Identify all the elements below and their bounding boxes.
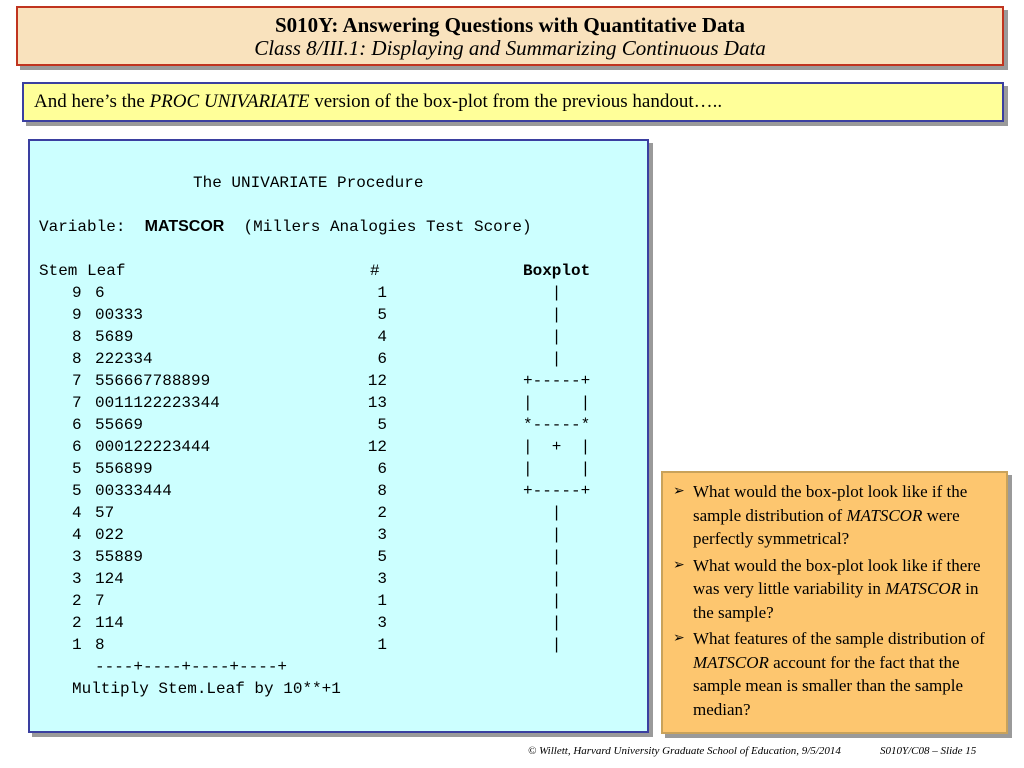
boxplot-segment: | + | [523,438,591,456]
intro-emphasis: PROC UNIVARIATE [149,91,310,112]
sas-output-box [28,139,649,733]
question-item [673,627,996,721]
boxplot-segment: | [523,306,562,324]
count-value: 6 [377,460,387,478]
stem-value: 4 [72,504,82,522]
question-item [673,480,996,551]
leaf-values: 7 [95,592,105,610]
count-value: 3 [377,570,387,588]
count-value: 5 [377,548,387,566]
footer-copyright: © Willett, Harvard University Graduate School of Education, 9/5/2014 [528,745,841,757]
boxplot-segment: | [523,504,562,522]
column-stem-leaf-header: Stem Leaf [39,262,126,280]
count-value: 4 [377,328,387,346]
question-text: What features of the sample distribution of [693,629,985,648]
boxplot-segment: *-----* [523,416,591,434]
arrow-bullet-icon: ➢ [673,556,685,573]
count-value: 5 [377,416,387,434]
count-value: 5 [377,306,387,324]
questions-box [661,471,1008,734]
boxplot-segment: | [523,614,562,632]
count-value: 12 [367,438,387,456]
question-item [673,554,996,625]
leaf-values: 000122223444 [95,438,211,456]
leaf-values: 022 [95,526,124,544]
intro-box [22,82,1004,122]
stem-value: 2 [72,592,82,610]
variable-line [39,216,532,238]
stem-value: 7 [72,394,82,412]
question-text-end: in the sample? [693,579,979,622]
leaf-values: 114 [95,614,124,632]
leaf-values: 55889 [95,548,144,566]
footer-slide-number: S010Y/C08 – Slide 15 [880,745,977,757]
leaf-values: 124 [95,570,124,588]
stem-value: 6 [72,416,82,434]
slide-title: S010Y: Answering Questions with Quantitative Data [274,13,746,37]
stem-value: 8 [72,328,82,346]
count-value: 6 [377,350,387,368]
count-value: 8 [377,482,387,500]
question-text-end: were perfectly symmetrical? [693,505,960,548]
variable-description: (Millers Analogies Test Score) [243,218,532,236]
boxplot-segment: | [523,526,562,544]
leaf-values: 55669 [95,416,144,434]
question-text: What would the box-plot look like if there was very little variability in [693,555,981,598]
stem-value: 5 [72,482,82,500]
boxplot-segment: | [523,592,562,610]
boxplot-segment: | [523,636,562,654]
arrow-bullet-icon: ➢ [673,630,685,646]
stem-value: 9 [72,306,82,324]
question-variable: MATSCOR [885,579,962,598]
leaf-values: 57 [95,504,115,522]
leaf-values: 0011122223344 [95,394,220,412]
count-value: 1 [377,636,387,654]
intro-text: And here’s the [34,91,150,112]
leaf-values: 556899 [95,460,153,478]
leaf-values: 556667788899 [95,372,211,390]
boxplot-segment: | [523,350,562,368]
leaf-values: 00333444 [95,482,172,500]
leaf-values: 00333 [95,306,144,324]
stem-value: 9 [72,284,82,302]
stem-value: 4 [72,526,82,544]
boxplot-segment: | [523,548,562,566]
stem-value: 5 [72,460,82,478]
count-value: 12 [367,372,387,390]
count-value: 13 [367,394,387,412]
leaf-values: 6 [95,284,105,302]
boxplot-segment: | [523,328,562,346]
count-value: 2 [377,504,387,522]
arrow-bullet-icon: ➢ [673,483,685,499]
count-value: 1 [377,284,387,302]
boxplot-segment: | | [523,394,591,412]
count-value: 3 [377,614,387,632]
scale-line: ----+----+----+----+ [95,658,288,676]
boxplot-segment: | [523,284,562,302]
leaf-values: 222334 [95,350,153,368]
boxplot-segment: | [523,570,562,588]
intro-text-end: version of the box-plot from the previous handout….. [309,91,723,112]
stem-value: 8 [72,350,82,368]
stem-value: 6 [72,438,82,456]
count-value: 3 [377,526,387,544]
column-boxplot-header: Boxplot [523,262,591,280]
slide-subtitle: Class 8/III.1: Displaying and Summarizing Continuous Data [254,36,766,60]
question-variable: MATSCOR [693,652,769,672]
question-text-end: account for the fact that the sample mean is smaller than the sample median? [693,652,964,719]
variable-name: MATSCOR [144,218,225,235]
title-box [16,6,1004,66]
stem-value: 1 [72,636,82,654]
question-variable: MATSCOR [846,505,923,525]
stem-value: 7 [72,372,82,390]
stem-value: 3 [72,548,82,566]
stem-value: 3 [72,570,82,588]
multiply-note: Multiply Stem.Leaf by 10**+1 [72,680,341,698]
column-count-header: # [370,262,380,280]
leaf-values: 5689 [95,328,134,346]
boxplot-segment: | | [523,460,591,478]
boxplot-segment: +-----+ [523,482,591,500]
procedure-title: The UNIVARIATE Procedure [193,174,424,192]
stem-value: 2 [72,614,82,632]
question-text: What would the box-plot look like if the sample distribution of [693,482,968,525]
variable-label: Variable: [39,218,126,236]
questions-list [673,480,996,721]
leaf-values: 8 [95,636,105,654]
count-value: 1 [377,592,387,610]
boxplot-segment: +-----+ [523,372,591,390]
